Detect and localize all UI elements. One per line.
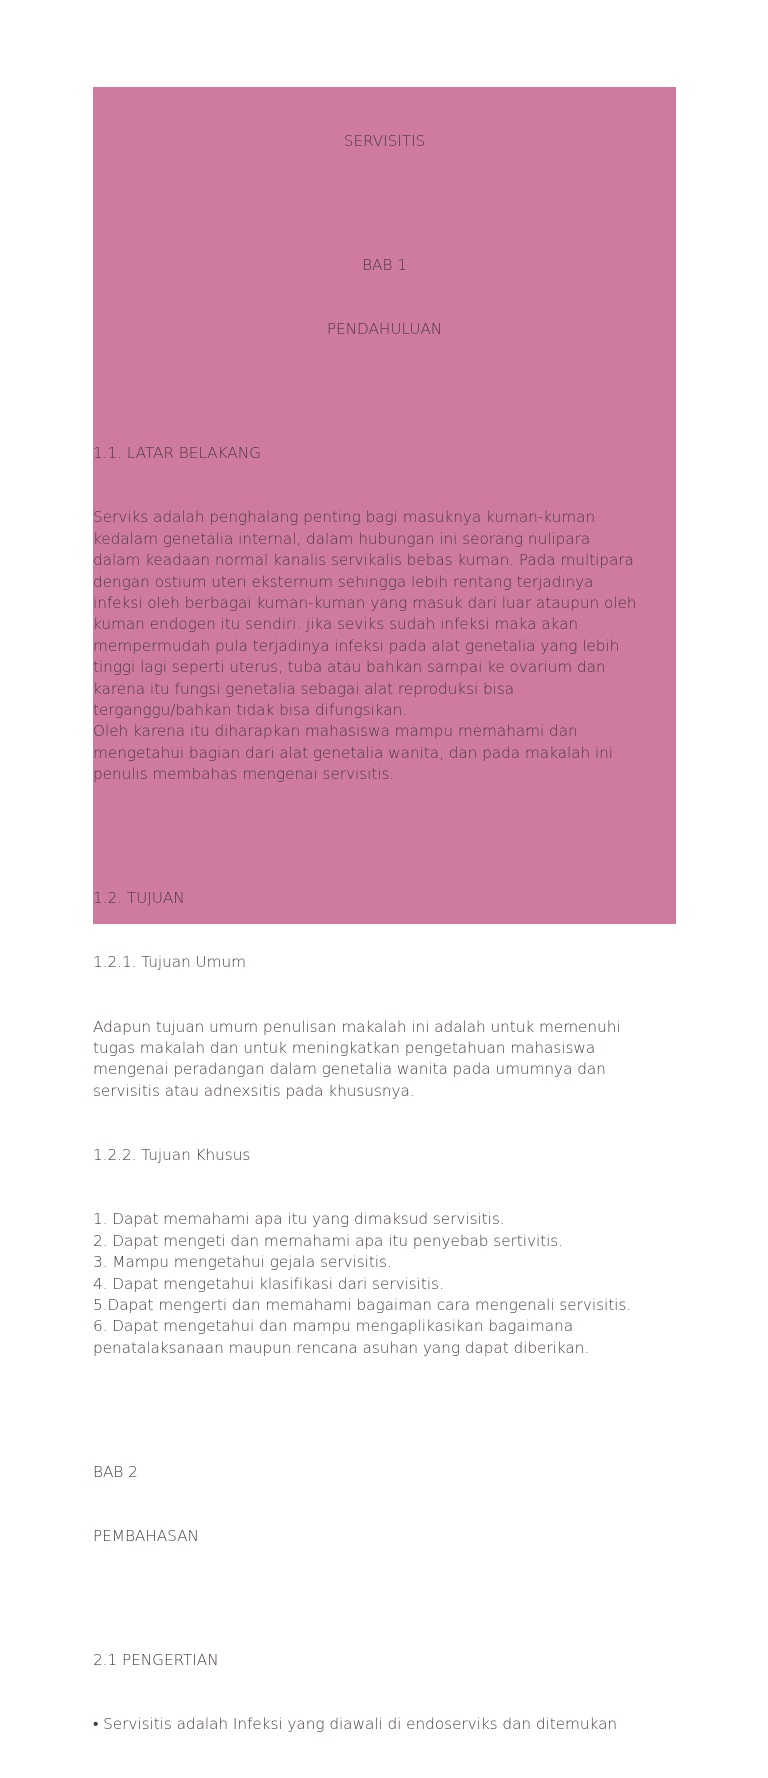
text-line: kuman endogen itu sendiri. jika seviks sudah infeksi maka akan	[93, 615, 579, 634]
chapter-title: PENDAHULUAN	[326, 320, 443, 339]
spacer	[93, 1402, 676, 1419]
text-line: kedalam genetalia internal, dalam hubungan ini seorang nulipara	[93, 529, 591, 548]
subsection-heading: 1.2.2. Tujuan Khusus	[93, 1146, 251, 1165]
spacer	[93, 828, 676, 845]
text-line: tugas makalah dan untuk meningkatkan pengetahuan mahasiswa	[93, 1039, 596, 1058]
section-paragraph	[93, 1017, 676, 1103]
spacer	[93, 383, 676, 400]
document-body	[93, 87, 676, 1778]
text-line: 6. Dapat mengetahui dan mampu mengaplikasikan bagaimana	[93, 1317, 574, 1336]
chapter-number: BAB 1	[362, 255, 407, 274]
text-line: 2. Dapat mengeti dan memahami apa itu penyebab sertivitis.	[93, 1231, 564, 1250]
text-line: terganggu/bahkan tidak bisa difungsikan.	[93, 700, 408, 719]
text-line: infeksi oleh berbagai kuman-kuman yang masuk dari luar ataupun oleh	[93, 593, 637, 612]
text-line: karena itu fungsi genetalia sebagai alat reproduksi bisa	[93, 679, 515, 698]
text-line: dengan ostium uteri eksternum sehingga lebih rentang terjadinya	[93, 572, 594, 591]
text-line: • Servisitis adalah Infeksi yang diawali di endoserviks dan ditemukan	[93, 1715, 618, 1734]
document-title: SERVISITIS	[343, 131, 426, 150]
text-line: 4. Dapat mengetahui klasifikasi dari servisitis.	[93, 1274, 444, 1293]
text-line: dalam keadaan normal kanalis servikalis bebas kuman. Pada multipara	[93, 551, 634, 570]
section-heading: 2.1 PENGERTIAN	[93, 1651, 219, 1670]
text-line: mengenai peradangan dalam genetalia wanita pada umumnya dan	[93, 1060, 606, 1079]
text-line: Adapun tujuan umum penulisan makalah ini adalah untuk memenuhi	[93, 1017, 621, 1036]
section-heading: 1.2. TUJUAN	[93, 889, 185, 908]
numbered-list	[93, 1209, 676, 1359]
section-heading: 1.1. LATAR BELAKANG	[93, 444, 261, 463]
section-paragraph	[93, 507, 676, 785]
text-line: 3. Mampu mengetahui gejala servisitis.	[93, 1253, 392, 1272]
text-line: mempermudah pula terjadinya infeksi pada alat genetalia yang lebih	[93, 636, 620, 655]
document-page	[93, 87, 676, 1734]
text-line: 1. Dapat memahami apa itu yang dimaksud servisitis.	[93, 1210, 505, 1229]
text-line: Oleh karena itu diharapkan mahasiswa mampu memahami dan	[93, 722, 578, 741]
chapter-number: BAB 2	[93, 1462, 138, 1481]
text-line: penatalaksanaan maupun rencana asuhan yang dapat diberikan.	[93, 1338, 590, 1357]
subsection-heading: 1.2.1. Tujuan Umum	[93, 953, 247, 972]
text-line: tinggi lagi seperti uterus, tuba atau bahkan sampai ke ovarium dan	[93, 658, 606, 677]
text-line: mengetahui bagian dari alat genetalia wanita, dan pada makalah ini	[93, 743, 613, 762]
text-line: servisitis atau adnexsitis pada khususnya.	[93, 1081, 415, 1100]
spacer	[93, 195, 676, 212]
text-line: 5.Dapat mengerti dan memahami bagaiman cara mengenali servisitis.	[93, 1295, 632, 1314]
text-line: penulis membahas mengenai servisitis.	[93, 765, 395, 784]
spacer	[93, 1590, 676, 1607]
chapter-title: PEMBAHASAN	[93, 1527, 199, 1545]
text-line: Serviks adalah penghalang penting bagi masuknya kuman-kuman	[93, 508, 596, 527]
section-paragraph	[93, 1714, 676, 1735]
